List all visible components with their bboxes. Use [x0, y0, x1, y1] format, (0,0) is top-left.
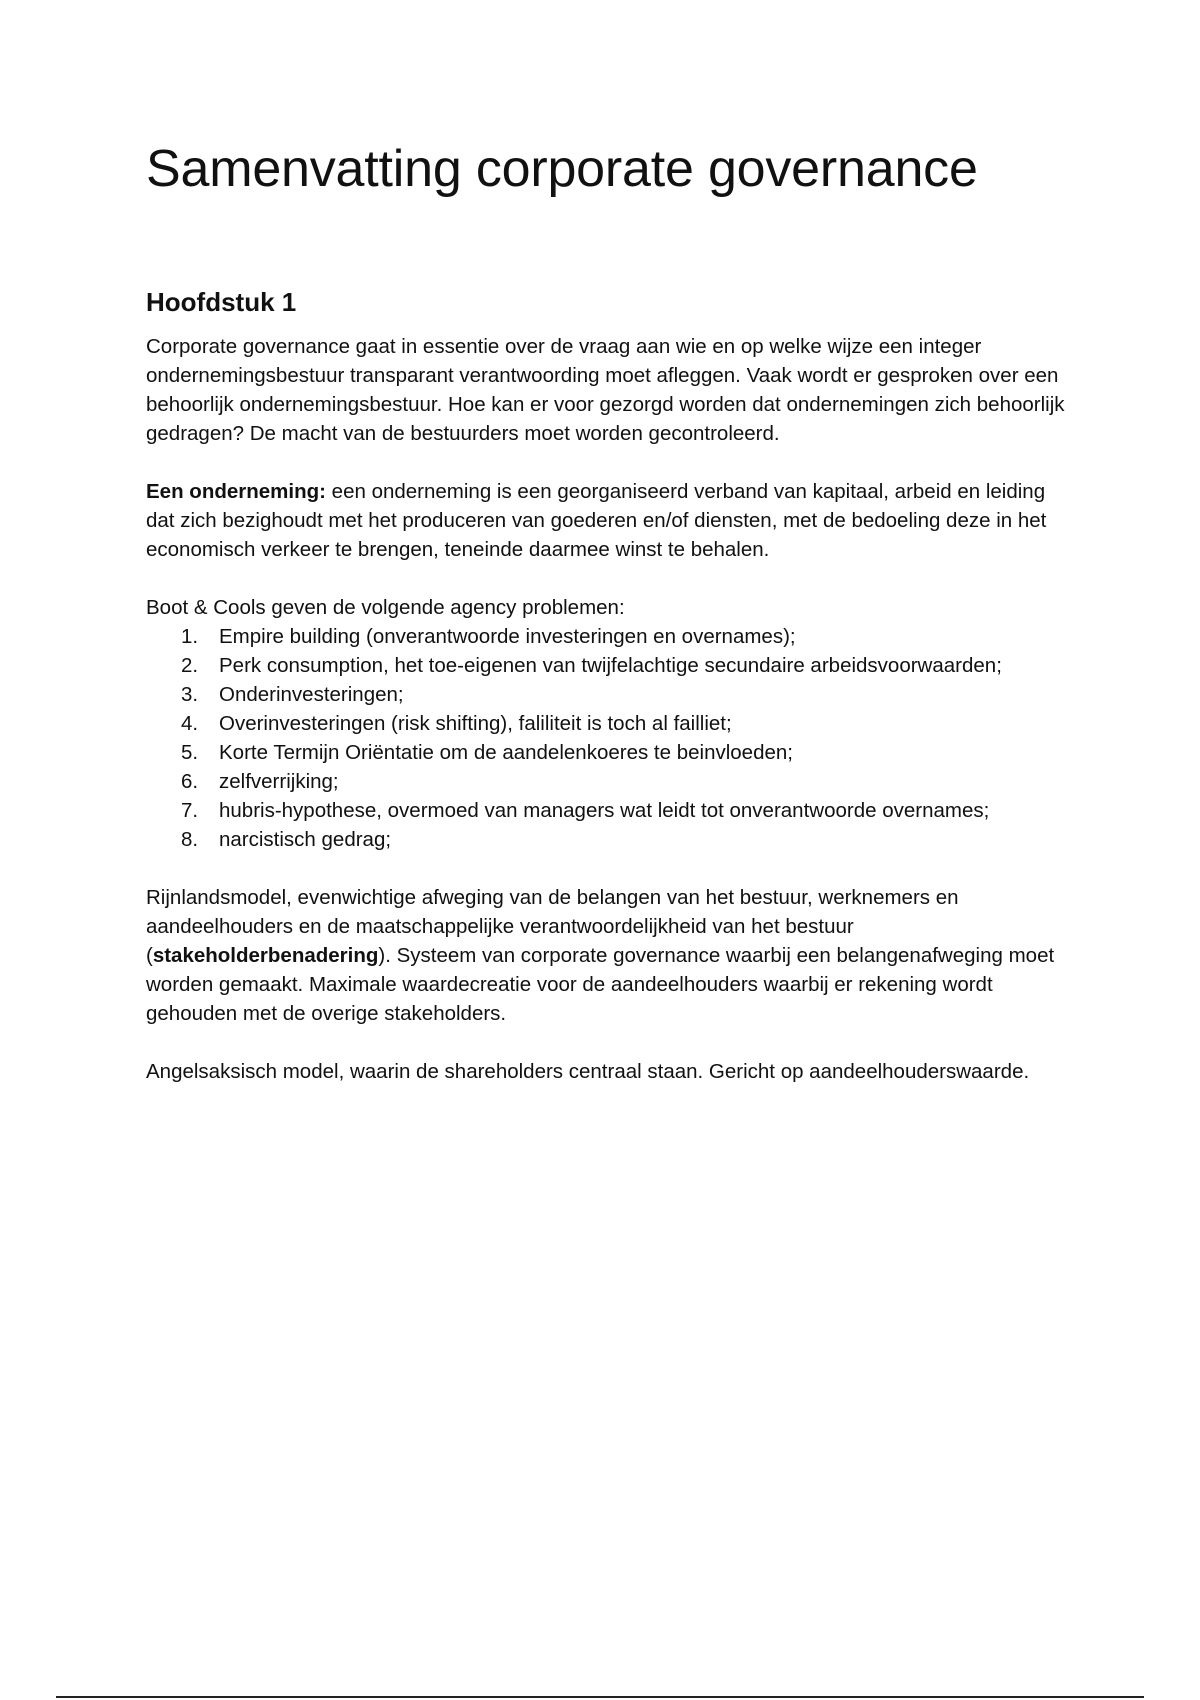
list-item: [146, 738, 1066, 767]
list-item-text: Empire building (onverantwoorde investeringen en overnames);: [219, 624, 796, 648]
rijnland-paragraph: [146, 883, 1066, 1028]
paragraph-spacer: [146, 448, 1066, 477]
rijnland-text-before: Rijnlandsmodel, evenwichtige afweging van de belangen van het bestuur, werknemers en aandeelhouders en de maatschappelijke verantwoordelijkheid van het bestuur (: [146, 885, 959, 967]
list-item-text: Korte Termijn Oriëntatie om de aandelenkoeres te beinvloeden;: [219, 740, 793, 764]
list-item: [146, 680, 1066, 709]
intro-paragraph: Corporate governance gaat in essentie over de vraag aan wie en op welke wijze een integer ondernemingsbestuur transparant verantwoording moet afleggen. Vaak wordt er gesproken over een behoorlijk ondernemingsbestuur. Hoe kan er voor gezorgd worden dat ondernemingen zich behoorlijk gedragen? De macht van de bestuurders moet worden gecontroleerd.: [146, 334, 1065, 445]
definition-term: Een onderneming:: [146, 479, 326, 503]
list-item-number: 8.: [181, 827, 199, 851]
definition-paragraph: [146, 477, 1066, 564]
list-item: [146, 622, 1066, 651]
paragraph-spacer: [146, 1028, 1066, 1057]
list-item-number: 7.: [181, 798, 199, 822]
agency-problems-list: [146, 622, 1066, 854]
list-item-number: 3.: [181, 682, 199, 706]
paragraph-spacer: [146, 854, 1066, 883]
paragraph-spacer: [146, 564, 1066, 593]
rijnland-text-after: ). Systeem van corporate governance waarbij een belangenafweging moet worden gemaakt. Maximale waardecreatie voor de aandeelhouders waarbij er rekening wordt gehouden met de overige stakeholders.: [146, 943, 1055, 1025]
chapter-heading: Hoofdstuk 1: [146, 286, 297, 317]
list-item: [146, 796, 1066, 825]
angelsaksisch-paragraph: Angelsaksisch model, waarin de shareholders centraal staan. Gericht op aandeelhouderswaarde.: [146, 1059, 1030, 1083]
list-item-number: 1.: [181, 624, 199, 648]
list-item-number: 4.: [181, 711, 199, 735]
list-item-text: Onderinvesteringen;: [219, 682, 404, 706]
list-item-text: Perk consumption, het toe-eigenen van twijfelachtige secundaire arbeidsvoorwaarden;: [219, 653, 1002, 677]
list-item-text: Overinvesteringen (risk shifting), faliliteit is toch al failliet;: [219, 711, 732, 735]
list-item-number: 5.: [181, 740, 199, 764]
list-item-text: narcistisch gedrag;: [219, 827, 392, 851]
list-item: [146, 709, 1066, 738]
list-item-number: 6.: [181, 769, 199, 793]
document-content: [146, 140, 1066, 1086]
stakeholder-term: stakeholderbenadering: [152, 943, 379, 967]
list-item: [146, 651, 1066, 680]
list-item: [146, 825, 1066, 854]
list-item-text: hubris-hypothese, overmoed van managers wat leidt tot onverantwoorde overnames;: [219, 798, 990, 822]
agency-intro: Boot & Cools geven de volgende agency problemen:: [146, 595, 625, 619]
list-item-text: zelfverrijking;: [219, 769, 339, 793]
definition-text: een onderneming is een georganiseerd verband van kapitaal, arbeid en leiding dat zich bezighoudt met het produceren van goederen en/of diensten, met de bedoeling deze in het economisch verkeer te brengen, teneinde daarmee winst te behalen.: [146, 479, 1047, 561]
list-item: [146, 767, 1066, 796]
list-item-number: 2.: [181, 653, 199, 677]
document-title: Samenvatting corporate governance: [146, 140, 978, 198]
page-bottom-rule: [56, 1696, 1144, 1698]
